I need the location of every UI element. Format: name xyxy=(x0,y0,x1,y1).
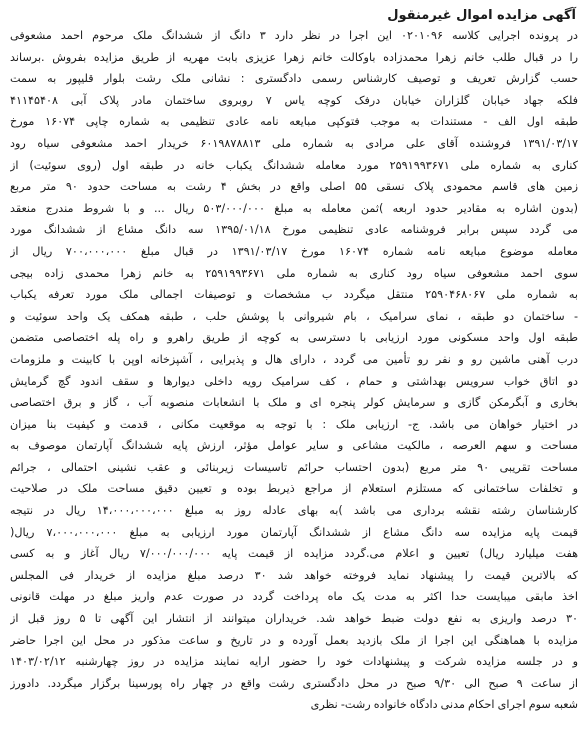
notice-line: طبقه اول واحد مسکونی مورد ارزیابی با دسترسی به کوچه از طریق راهرو و راه پله اختصاصی متضمن xyxy=(10,331,578,345)
notice-line: و در جلسه مزایده شرکت و پیشنهادات خود را حضور ارایه نمایند مزایده در روز چهارشنبه ۱۴۰۳/۰۲/۱۲ xyxy=(10,655,578,669)
notice-line: مزایده با هماهنگی این اجرا از ملک بازدید بعمل آورده و در تاریخ و ساعت مذکور در محل این اجرا حاضر xyxy=(10,633,578,647)
notice-line: - ساختمان دو طبقه ، نمای سرامیک ، بام شیروانی با پوشش حلب ، طبقه همکف یک واحد سوئیت و xyxy=(10,309,578,323)
notice-line: معامله موضوع مبایعه نامه شماره ۱۶۰۷۴ مورخ ۱۳۹۱/۰۳/۱۷ در قبال مبلغ ۷۰۰،۰۰۰،۰۰۰ ریال از xyxy=(10,244,578,258)
notice-line: قیمت پایه مزایده سه دانگ مشاع از ششدانگ آپارتمان مورد ارزیابی به مبلغ ۷،۰۰۰،۰۰۰،۰۰۰ ریال( xyxy=(10,525,578,539)
notice-line: می گردد سپس برابر فروشنامه عادی تنظیمی مورخ ۱۳۹۵/۰۱/۱۸ سه دانگ مشاع از ششدانگ مورد xyxy=(10,223,578,237)
notice-line: سوی احمد مشعوفی سیاه رود کناری به شماره ملی ۲۵۹۱۹۹۳۶۷۱ به خانم زهرا محمدی زاده بیجی xyxy=(10,266,578,280)
notice-line: در پرونده اجرایی کلاسه ۰۲۰۱۰۹۶ این اجرا در نظر دارد ۳ دانگ از ششدانگ ملک مرحوم احمد مشعوفی xyxy=(10,29,578,42)
notice-line: اخذ مابقی میبایست حدا اکثر به مدت یک ماه پرداخت گردد در صورت عدم واریز مبلغ در مهلت قانونی xyxy=(10,590,578,604)
notice-line: کارشناسان رشته نقشه برداری می باشد )به بهای عادله روز به مبلغ ۱۴،۰۰۰،۰۰۰،۰۰۰ ریال در نتیجه xyxy=(10,504,578,518)
notice-line: کناری به شماره ملی ۲۵۹۱۹۹۳۶۷۱ مورد معامله ششدانگ یکباب خانه در طبقه اول (روی سوئیت) از xyxy=(10,158,578,172)
notice-line: از ساعت ۹ صبح الی ۹/۳۰ صبح در محل دادگستری رشت واقع در چهار راه پورسینا برگزار میگردد. دادورز xyxy=(10,676,578,690)
notice-line: بخاری و آبگرمکن گازی و سرمایش کولر پنجره ای و ملک با انشعابات منصوبه آب ، گاز و برق اختصاصی xyxy=(10,396,578,410)
notice-line: (بدون اشاره به مقادیر حدود اربعه )ثمن معامله به مبلغ ۵۰۳/۰۰۰/۰۰۰ ریال ... و با شروط مندرج منعقد xyxy=(10,201,578,215)
notice-line: فلکه جهاد خیابان گلزاران خیابان درفک کوچه یاس ۷ روبروی ساختمان مادر پلاک آبی ۴۱۱۴۵۴۰۸ xyxy=(10,93,578,107)
notice-line: به شماره ملی ۲۵۹۰۴۶۸۰۶۷ منتقل میگردد ب مشخصات و توصیفات اجمالی ملک مورد تعرفه یکباب xyxy=(10,288,578,302)
notice-line: در اختیار خواهان می باشد. ج- ارزیابی ملک : با توجه به موقعیت مکانی ، قدمت و کیفیت بنا میزان xyxy=(10,417,578,431)
notice-line: زمین های قاسم محمودی پلاک نسقی ۵۵ اصلی واقع در بخش ۴ رشت به مساحت حدود ۹۰ متر مربع xyxy=(10,180,578,194)
notice-title: آگهی مزایده اموال غیرمنقول xyxy=(387,8,576,23)
notice-line: که بالاترین قیمت را پیشنهاد نماید فروخته خواهد شد ۳۰ درصد مبلغ مزایده از خریدار فی المجلس xyxy=(10,568,578,582)
notice-line: را در قبال طلب خانم زهرا محمدزاده باوکالت خانم زهرا عزیزی بابت مهریه از طریق مزایده بفروش .برساند xyxy=(10,50,578,64)
notice-line: درب آهنی ماشین رو و نفر رو تأمین می گردد ، دارای هال و پذیرایی ، آشپزخانه اوپن با کابینت و ملزومات xyxy=(10,352,578,366)
notice-signature-line: شعبه سوم اجرای احکام مدنی دادگاه خانواده رشت- نظری xyxy=(310,698,578,712)
notice-line: مساحت تقریبی ۹۰ متر مربع (بدون احتساب حرائم تاسیسات زیربنائی و عقب نشینی احتمالی ، جرائم xyxy=(10,460,578,474)
notice-line: دو اتاق خواب سرویس بهداشتی و حمام ، کف سرامیک رویه داخلی دیوارها و سقف اندود گچ گرمایش xyxy=(10,374,578,388)
notice-line: مساحت و سهم العرصه ، مالکیت مشاعی و سایر عوامل مؤثر، ارزش پایه ششدانگ آپارتمان موصوف به xyxy=(10,439,578,453)
notice-body xyxy=(10,25,578,716)
notice-line: هفت میلیارد ریال) تعیین و اعلام می.گردد مزایده از قیمت پایه ۷/۰۰۰/۰۰۰/۰۰۰ ریال آغاز و به کسی xyxy=(10,547,578,561)
notice-line: حسب گزارش تعریف و توصیف کارشناس رسمی دادگستری : نشانی ملک رشت بلوار قلیپور به سمت xyxy=(10,72,578,86)
notice-line: و تخلفات ساختمانی که مستلزم استعلام از مراجع ذیربط بوده و تعیین دقیق مساحت ملک در صلاحیت xyxy=(10,482,578,496)
notice-line: ۳۰ درصد واریزی به نفع دولت ضبط خواهد شد. خریداران میتوانند از انتشار این آگهی تا ۵ روز قبل از xyxy=(10,612,578,626)
notice-line: طبقه اول الف - مستندات به موجب فتوکپی مبایعه نامه عادی تنظیمی به شماره چاپی ۱۶۰۷۴ مورخ xyxy=(10,115,578,129)
notice-line: ۱۳۹۱/۰۳/۱۷ فروشنده آقای علی مرادی به شماره ملی ۶۰۱۹۸۷۸۸۱۳ خریدار احمد مشعوفی سیاه رود xyxy=(10,136,578,150)
